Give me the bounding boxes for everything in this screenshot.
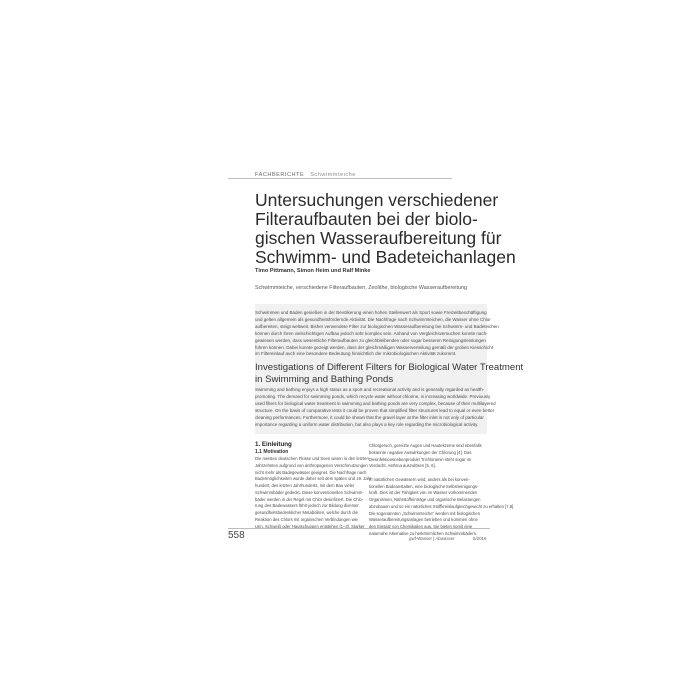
issue-date: 5/2016: [473, 536, 487, 541]
body-line: kraft. Dies ist der Fähigkeit von im Wasser vorkommenden: [369, 490, 478, 496]
body-line: tionellen Badeanstalten, eine biologische Selbstreinigungs-: [369, 483, 479, 489]
title-line: Untersuchungen verschiedener: [255, 190, 499, 210]
body-line: Desinfektionsnebenprodukt Trichloramin steht sogar im: [369, 456, 472, 462]
english-title-line: in Swimming and Bathing Ponds: [255, 373, 394, 385]
title-line: Filteraufbauten bei der biolo-: [255, 209, 478, 229]
body-line: gesundheitsbedenklicher Metaboliten, welche durch die: [255, 510, 358, 515]
body-line: Die meisten deutschen Flüsse und Seen waren in den letzten: [255, 456, 369, 461]
body-line: Wasseraufbereitungsanlagen betrieben und kommen ohne: [369, 517, 478, 523]
body-line: Reaktion des Chlors mit organischen Verbindungen wie: [255, 516, 358, 522]
authors: Timo Pittmann, Simon Heim und Ralf Minke: [255, 268, 371, 274]
abstract-line: structure. On the basis of comparative tests it could be proven that simplified filter structures lead to equal or even better: [255, 407, 495, 413]
body-line: den Einsatz von Chemikalien aus. Sie bieten somit eine: [369, 524, 473, 529]
abstract-line: führen können. Dabei konnte gezeigt werden, dass der gleichmäßigen Wasserverteilung gemäß der groben Kiesschicht: [255, 344, 493, 350]
keywords: Schwimmteiche, verschiedene Filteraufbauten, Zeolithe, biologische Wasseraufbereitung: [255, 285, 467, 291]
abstract-line: können durch ihren vielschichtigen Aufbau jedoch sehr komplex sein. Anhand von Vergleichsversuchen konnte nach-: [255, 330, 488, 336]
body-line: [369, 470, 487, 477]
body-line: Die sogenannten „Schwimmteiche“ werden mit biologischen: [369, 510, 481, 516]
english-title-line: Investigations of Different Filters for Biological Water Treatment: [255, 362, 524, 373]
footer-divider: [228, 528, 490, 529]
abstract-line: Schwimmen und Baden genießen in der Bevölkerung einen hohen Stellenwert als Sport sowie Freizeitbeschäftigung: [255, 310, 487, 315]
body-line: bäder werden in der Regel mit Chlor desinfiziert. Die Chlo-: [255, 496, 364, 502]
abstract-line: importance regarding a uniform water distribution, but also plays a key role regarding the microbiological activity.: [255, 421, 479, 427]
body-line: Verdacht, Asthma auszulösen [5, 6].: [369, 463, 436, 469]
section-category: FACHBERICHTE: [255, 172, 305, 178]
body-line: Schwimmbäder gedeckt. Diese konventionellen Schwimm-: [255, 489, 364, 495]
article-title: [255, 190, 516, 267]
abstract-english: [255, 387, 496, 428]
body-line: naturnahe Alternative zu herkömmlichen Schwimmbädern.: [369, 530, 478, 536]
body-line: Chlorgeruch, gereizte Augen und Hautekzeme sind ebenfalls: [369, 443, 482, 448]
page-number: 558: [228, 530, 245, 541]
body-column-left: [255, 456, 373, 530]
body-line: rung des Badewassers führt jedoch zur Bildung diverser: [255, 503, 359, 509]
section-heading: 1. Einleitung: [255, 441, 292, 448]
body-line: hundert, des letzten Jahrhunderts, mit dem Bau vieler: [255, 483, 355, 488]
body-line: Jahrzehnten aufgrund von anthropogenen Verschmutzungen: [255, 462, 368, 468]
abstract-line: aufbereiten, steigt weltweit. Bisher verwendete Filter zur biologischen Wasseraufbereitung bei Schwimm- und Badeteichen: [255, 323, 499, 329]
abstract-line: Swimming and bathing enjoys a high status as a sport and recreational activity and is generally regarded as health-: [255, 387, 485, 392]
body-line: Urin, Schweiß oder Hautschuppen entstehen [1–3]. Starker: [255, 523, 365, 529]
body-line: nicht mehr als Badegewässer geeignet. Die Nachfrage nach: [255, 469, 367, 475]
body-line: Badermöglichkeiten wurde daher seit dem späten und 19. Jahr-: [255, 476, 373, 482]
journal-name: gwf-Wasser | Abwasser: [409, 536, 455, 541]
header-divider: [228, 178, 452, 179]
body-column-right: [369, 443, 515, 538]
english-title: [255, 362, 524, 385]
title-line: gischen Wasseraufbereitung für: [255, 228, 502, 248]
abstract-line: used filters for biological water treatment in swimming and bathing ponds are very complex, because of their multilayered: [255, 400, 496, 406]
body-line: Organismen, Nährstoffeinträge und organische Belastungen: [369, 497, 481, 502]
subsection-heading: 1.1 Motivation: [255, 449, 289, 455]
abstract-line: promoting. The demand for swimming ponds, which recycle water without chlorine, is increasing worldwide. Previously: [255, 393, 491, 399]
section-subcategory: Schwimmteiche: [310, 172, 356, 178]
title-line: Schwimm- und Badeteichanlagen: [255, 247, 516, 267]
abstract-line: im Filtereinlauf auch eine besondere Bedeutung hinsichtlich der mikrobiologischen Aktivität zukommt.: [255, 351, 457, 357]
abstract-german: [255, 310, 499, 358]
body-line: abzubauen und so ein natürliches Stoffkreislaufgleichgewicht zu erhalten [7,8].: [369, 503, 515, 509]
body-line: bekannte negative Auswirkungen der Chlorung [4]. Das: [369, 449, 472, 455]
body-line: In natürlichen Gewässern wird, anders als bei konven-: [369, 476, 470, 482]
abstract-line: gewiesen werden, dass wesentliche Filteraufbauten zu gleichbleibenden oder sogar besseren Reinigungsleistungen: [255, 337, 486, 343]
abstract-line: cleaning performances. Furthermore, it could be shown that the gravel layer at the filter inlet is not only of particular: [255, 414, 484, 420]
abstract-line: und gelten allgemein als gesundheitsfördernde Aktivität. Die Nachfrage nach Schwimmteichen, die Wasser ohne Chlor: [255, 316, 491, 322]
